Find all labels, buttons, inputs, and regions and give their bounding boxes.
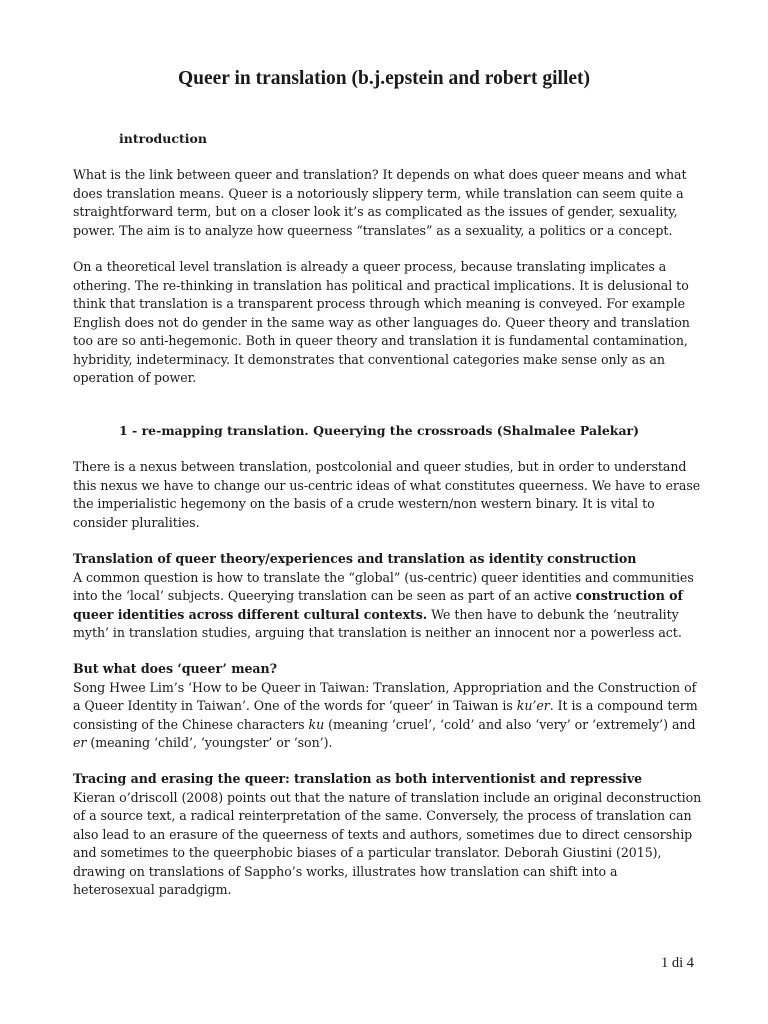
document-title: Queer in translation (b.j.epstein and robert gillet) — [177, 68, 590, 89]
subsection-heading: Tracing and erasing the queer: translation as both interventionist and repressive — [73, 771, 643, 786]
italic-term: ku’er — [516, 698, 550, 713]
subsection-heading: But what does ‘queer’ mean? — [73, 661, 277, 676]
paragraph-text: What is the link between queer and translation? It depends on what does queer means and what does translation means. Queer is a notoriously slippery term, while translation can seem quite a straightforward term, but on a closer look it’s as complicated as the issues of gender, sexuality, power. The aim is to analyze how queerness “translates” as a sexuality, a politics or a concept. — [73, 167, 687, 238]
subsection-queer-meaning — [73, 660, 703, 753]
subsection-heading: Translation of queer theory/experiences and translation as identity construction — [73, 551, 637, 566]
paragraph-text: We then have to debunk the ‘neutrality myth’ in translation studies, arguing that translation is neither an innocent nor a powerless act. — [73, 606, 682, 640]
section-1-paragraph — [73, 458, 703, 532]
introduction-paragraph-2 — [73, 258, 703, 388]
paragraph-text: There is a nexus between translation, postcolonial and queer studies, but in order to understand this nexus we have to change our us-centric ideas of what constitutes queerness. We have to erase the imperialistic hegemony on the basis of a crude western/non western binary. It is vital to consider pluralities. — [73, 459, 701, 530]
section-1-heading: 1 - re-mapping translation. Queerying the crossroads (Shalmalee Palekar) — [119, 423, 640, 438]
introduction-heading: introduction — [119, 131, 207, 146]
paragraph-text: (meaning ‘child’, ‘youngster’ or ‘son’). — [86, 735, 333, 750]
paragraph-text: A common question is how to translate the “global” (us-centric) queer identities and communities into the ‘local’ subjects. Queerying translation can be seen as part of an active — [73, 569, 694, 603]
introduction-paragraph-1 — [73, 166, 703, 240]
page-number: 1 di 4 — [660, 955, 694, 971]
paragraph-text: . It is a compound term consisting of the Chinese characters — [73, 698, 698, 732]
paragraph-text: (meaning ‘cruel’, ‘cold’ and also ‘very’ or ‘extremely’) and — [324, 716, 696, 732]
paragraph-text: Song Hwee Lim’s ‘How to be Queer in Taiwan: Translation, Appropriation and the Construction of a Queer Identity in Taiwan’. One of the words for ‘queer’ in Taiwan is — [73, 679, 697, 713]
paragraph-text: Kieran o’driscoll (2008) points out that the nature of translation include an original deconstruction of a source text, a radical reinterpretation of the same. Conversely, the process of translation can also lead to an erasure of the queerness of texts and authors, sometimes due to direct censorship and sometimes to the queerphobic biases of a particular translator. Deborah Giustini (2015), drawing on translations of Sappho’s works, illustrates how translation can shift into a heterosexual paradgigm. — [73, 789, 702, 897]
italic-term: ku — [308, 716, 325, 732]
italic-term: er — [73, 735, 87, 750]
emphasis-text: construction of queer identities across different cultural contexts. — [73, 588, 683, 622]
subsection-tracing-erasing — [73, 770, 703, 900]
paragraph-text: On a theoretical level translation is already a queer process, because translating implicates a othering. The re-thinking in translation has political and practical implications. It is delusional to think that translation is a transparent process through which meaning is conveyed. For example English does not do gender in the same way as other languages do. Queer theory and translation too are so anti-hegemonic. Both in queer theory and translation it is fundamental contamination, hybridity, indeterminacy. It demonstrates that conventional categories make sense only as an operation of power. — [73, 259, 690, 385]
subsection-translation-identity — [73, 550, 703, 643]
